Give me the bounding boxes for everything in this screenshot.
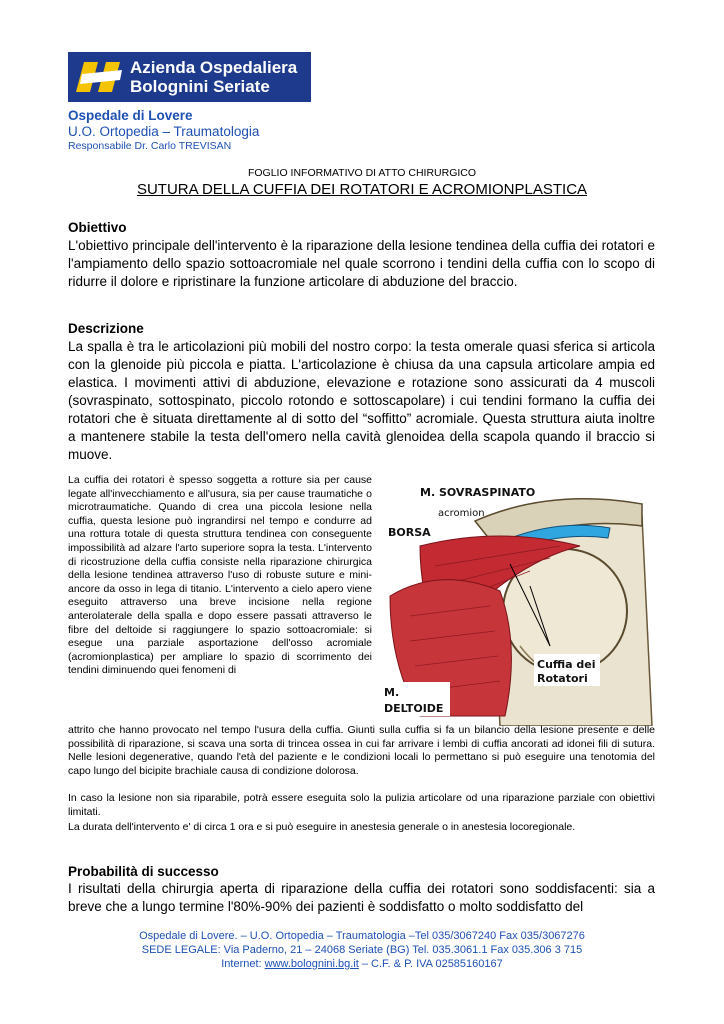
- logo-line-1: Azienda Ospedaliera: [130, 58, 298, 77]
- section-title-descrizione: Descrizione: [68, 321, 144, 336]
- logo-mark-icon: [76, 58, 126, 96]
- section-title-obiettivo: Obiettivo: [68, 220, 127, 235]
- side-paragraph: La cuffia dei rotatori è spesso soggetta a rotture sia per cause legate all'invecchiamento e all'usura, sia per cause traumatiche o microtraumatiche. Quando di crea una piccola lesione nella cuffia, questa lesione può ingrandirsi nel tempo e condurre ad una rottura totale di questa struttura tendinea con conseguente impossibilità ad alzare l'arto superiore sopra la testa. L'intervento di ricostruzione della cuffia consiste nella riparazione chirurgica della lesione tendinea attraverso l'uso di robuste suture e mini-ancore da osso in lega di titanio. L'intervento a cielo apero viene eseguito attraverso una breve incisione nella regione anterolaterale della spalla e dopo essere passati attraverso le fibre del deltoide si raggiungere lo spazio sottoacromiale: si esegue una parziale asportazione dell'osso acromiale (acromionplastica) per ampliare lo spazio di scorrimento dei tendini diminuendo quei fenomeni di: [68, 474, 372, 677]
- hospital-logo: [68, 52, 311, 102]
- section-text-obiettivo: L'obiettivo principale dell'intervento è la riparazione della lesione tendinea della cuffia dei rotatori e l'ampiamento dello spazio sottoacromiale nel quale scorrono i tendini della cuffia con lo scopo di ridurre il dolore e ripristinare la funzione articolare di abduzione del braccio.: [68, 238, 655, 289]
- hospital-unit: U.O. Ortopedia – Traumatologia: [68, 124, 260, 139]
- full-paragraph-3: La durata dell'intervento e' di circa 1 ora e si può eseguire in anestesia generale o in anestesia locoregionale.: [68, 821, 576, 833]
- label-cuffia-2: Rotatori: [537, 672, 588, 685]
- section-text-descrizione: La spalla è tra le articolazioni più mobili del nostro corpo: la testa omerale quasi sferica si articola con la glenoide più piccola e piatta. L'articolazione è chiusa da una capsula articolare ampia ed elastica. I movimenti attivi di abduzione, elevazione e rotazione sono assicurati da 4 muscoli (sovraspinato, sottospinato, piccolo rotondo e sottoscapolare) i cui tendini formano la cuffia dei rotatori che è situata direttamente al di sotto del “soffitto” acromiale. Questa struttura aiuta inoltre a mantenere stabile la testa dell'omero nella cavità glenoidea della scapola quando il braccio si muove.: [68, 339, 655, 462]
- shoulder-anatomy-illustration: [380, 476, 660, 726]
- logo-line-2: Bolognini Seriate: [130, 77, 270, 96]
- hospital-name: Ospedale di Lovere: [68, 108, 193, 123]
- section-title-probabilita: Probabilità di successo: [68, 864, 219, 879]
- full-paragraph-1: attrito che hanno provocato nel tempo l'usura della cuffia. Giunti sulla cuffia si fa un bilancio della lesione presente e delle possibilità di riparazione, si scava una sorta di trincea ossea in cui far arrivare i lembi di cuffia ancorati ad idonei fili di sutura. Nelle lesioni degenerative, quando l'età del paziente e le condizioni locali lo permettano si può eseguire una tenotomia del capo lungo del bicipite brachiale causa di condizione dolorosa.: [68, 724, 655, 777]
- footer-line-3: [0, 957, 724, 971]
- label-sovraspinato: M. SOVRASPINATO: [420, 486, 536, 499]
- website-link[interactable]: www.bolognini.bg.it: [264, 958, 359, 970]
- footer-line-1: Ospedale di Lovere. – U.O. Ortopedia – Traumatologia –Tel 035/3067240 Fax 035/3067276: [139, 930, 585, 942]
- page-footer: [0, 929, 724, 971]
- label-borsa: BORSA: [388, 526, 431, 539]
- label-cuffia-1: Cuffia dei: [537, 658, 596, 671]
- hospital-responsible: Responsabile Dr. Carlo TREVISAN: [68, 140, 232, 152]
- label-m: M.: [384, 686, 400, 699]
- section-text-probabilita: I risultati della chirurgia aperta di riparazione della cuffia dei rotatori sono soddisfacenti: sia a breve che a lungo termine l'80%-90% dei pazienti è soddisfatto o molto soddisfatto del: [68, 881, 655, 914]
- logo-text: [130, 58, 297, 96]
- full-paragraph-2: In caso la lesione non sia riparabile, potrà essere eseguita solo la pulizia articolare od una riparazione parziale con obiettivi limitati.: [68, 792, 655, 818]
- footer-internet-suffix: – C.F. & P. IVA 02585160167: [358, 958, 503, 970]
- document-type: FOGLIO INFORMATIVO DI ATTO CHIRURGICO: [247, 167, 477, 179]
- document-title: SUTURA DELLA CUFFIA DEI ROTATORI E ACROMIONPLASTICA: [136, 181, 588, 198]
- footer-internet-prefix: Internet:: [221, 958, 265, 970]
- footer-line-2: SEDE LEGALE: Via Paderno, 21 – 24068 Seriate (BG) Tel. 035.3061.1 Fax 035.306 3 715: [141, 944, 583, 956]
- label-acromion: acromion: [438, 508, 485, 519]
- label-deltoide: DELTOIDE: [384, 702, 444, 715]
